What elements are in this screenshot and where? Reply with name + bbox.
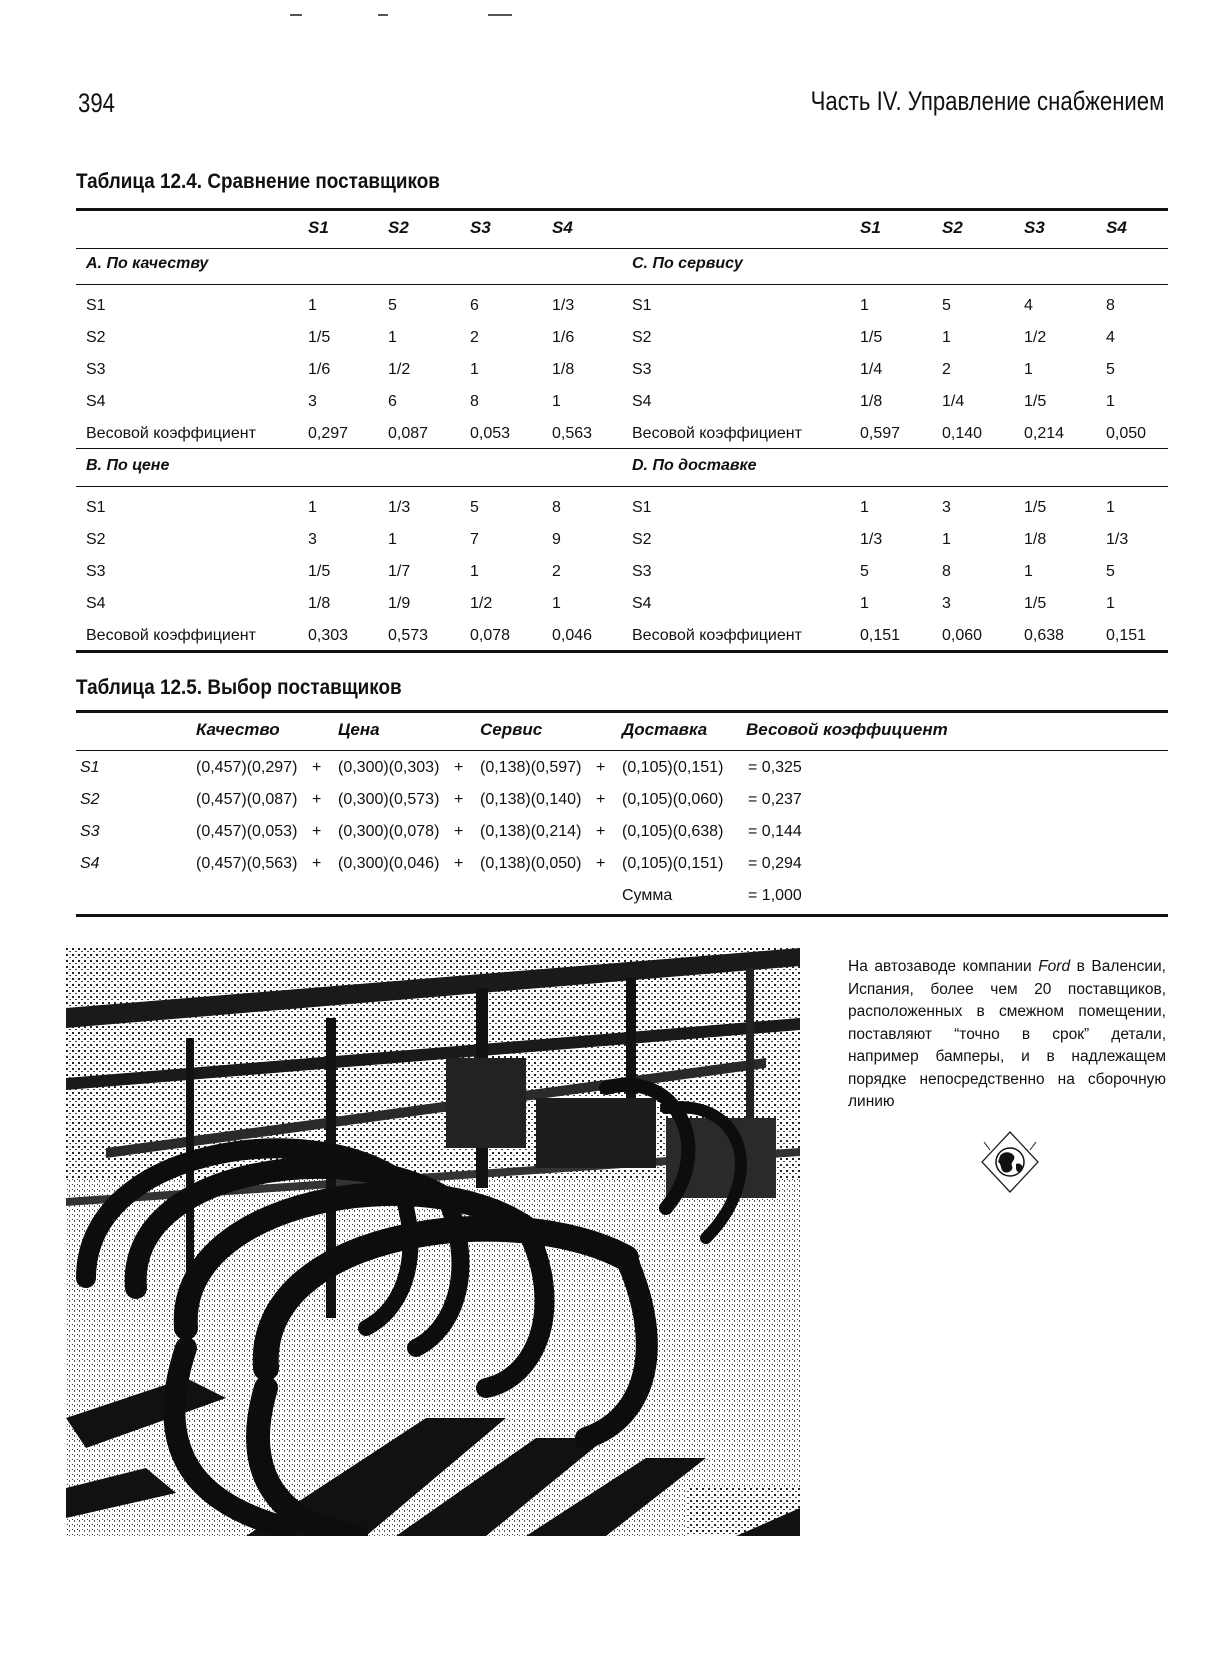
table-cell: 1/5: [1024, 499, 1047, 516]
table-cell: 1: [942, 531, 951, 548]
table-cell: 2: [552, 563, 561, 580]
table-cell: 1: [470, 361, 479, 378]
table-cell: 1/7: [388, 563, 411, 580]
table-cell: 1/8: [860, 393, 883, 410]
table-cell: 0,563: [552, 425, 593, 442]
table-cell: 1/5: [308, 329, 331, 346]
row-label: Весовой коэффициент: [86, 425, 256, 442]
table-cell: 1/5: [860, 329, 883, 346]
table-cell: 1/2: [388, 361, 411, 378]
table-cell: 8: [552, 499, 561, 516]
table-12-5-caption: Таблица 12.5. Выбор поставщиков: [76, 676, 402, 699]
formula-cell: (0,457)(0,563): [196, 855, 298, 872]
row-label: S1: [86, 297, 106, 314]
col-header: S2: [942, 218, 963, 237]
table-cell: 1/5: [308, 563, 331, 580]
row-label: S3: [632, 563, 652, 580]
col-header: S1: [308, 218, 329, 237]
factory-bumpers-photo: [66, 948, 800, 1536]
plus-sign: +: [596, 823, 606, 840]
formula-cell: (0,300)(0,573): [338, 791, 440, 808]
table-cell: 3: [942, 595, 951, 612]
table-cell: 1/5: [1024, 595, 1047, 612]
table-cell: 1/8: [1024, 531, 1047, 548]
table-cell: 1: [470, 563, 479, 580]
table-cell: 2: [470, 329, 479, 346]
col-header: S2: [388, 218, 409, 237]
plus-sign: +: [312, 759, 322, 776]
row-label: S1: [80, 759, 100, 776]
table-cell: 1: [1106, 499, 1115, 516]
formula-cell: (0,105)(0,151): [622, 759, 724, 776]
formula-cell: (0,105)(0,151): [622, 855, 724, 872]
formula-cell: (0,138)(0,140): [480, 791, 582, 808]
row-label: Весовой коэффициент: [632, 425, 802, 442]
sum-label: Сумма: [622, 887, 673, 904]
section-title: C. По сервису: [632, 255, 743, 272]
table-cell: 0,297: [308, 425, 349, 442]
table-cell: 1/3: [388, 499, 411, 516]
table-cell: 6: [470, 297, 479, 314]
row-label: S4: [80, 855, 100, 872]
sum-value: = 1,000: [748, 887, 802, 904]
plus-sign: +: [596, 759, 606, 776]
table-cell: 0,151: [1106, 627, 1147, 644]
table-cell: 0,078: [470, 627, 511, 644]
formula-cell: (0,138)(0,214): [480, 823, 582, 840]
top-dash: [378, 14, 388, 16]
table-cell: 0,140: [942, 425, 983, 442]
col-header: S4: [1106, 218, 1127, 237]
table-cell: 1/8: [308, 595, 331, 612]
plus-sign: +: [312, 823, 322, 840]
row-label: S2: [632, 329, 652, 346]
table-cell: 5: [388, 297, 397, 314]
table-rule: [76, 650, 1168, 653]
table-cell: 0,151: [860, 627, 901, 644]
row-label: Весовой коэффициент: [632, 627, 802, 644]
running-head: Часть IV. Управление снабжением: [810, 86, 1164, 116]
formula-cell: (0,457)(0,053): [196, 823, 298, 840]
table-cell: 3: [942, 499, 951, 516]
table-cell: 5: [942, 297, 951, 314]
table-cell: 4: [1024, 297, 1033, 314]
table-cell: 2: [942, 361, 951, 378]
row-label: Весовой коэффициент: [86, 627, 256, 644]
table-cell: 1/4: [860, 361, 883, 378]
table-cell: 0,638: [1024, 627, 1065, 644]
table-cell: 0,050: [1106, 425, 1147, 442]
section-title: B. По цене: [86, 457, 170, 474]
plus-sign: +: [454, 791, 464, 808]
top-dash: [290, 14, 302, 16]
formula-cell: = 0,294: [748, 855, 802, 872]
table-rule: [76, 448, 1168, 449]
table-cell: 1: [860, 595, 869, 612]
plus-sign: +: [312, 855, 322, 872]
globe-icon: [980, 1130, 1040, 1194]
table-cell: 1/6: [308, 361, 331, 378]
formula-cell: (0,105)(0,060): [622, 791, 724, 808]
formula-cell: (0,300)(0,303): [338, 759, 440, 776]
table-cell: 0,214: [1024, 425, 1065, 442]
top-dash: [488, 14, 512, 16]
row-label: S1: [632, 499, 652, 516]
table-cell: 0,046: [552, 627, 593, 644]
table-cell: 0,303: [308, 627, 349, 644]
table-cell: 1: [860, 297, 869, 314]
table-rule: [76, 486, 1168, 487]
table-cell: 0,053: [470, 425, 511, 442]
row-label: S2: [632, 531, 652, 548]
plus-sign: +: [454, 759, 464, 776]
table-cell: 7: [470, 531, 479, 548]
col-header: S1: [860, 218, 881, 237]
formula-cell: (0,457)(0,297): [196, 759, 298, 776]
plus-sign: +: [454, 823, 464, 840]
formula-cell: (0,300)(0,078): [338, 823, 440, 840]
table-rule: [76, 248, 1168, 249]
table-cell: 6: [388, 393, 397, 410]
page-number: 394: [78, 88, 115, 118]
formula-cell: (0,457)(0,087): [196, 791, 298, 808]
table-cell: 3: [308, 531, 317, 548]
table-cell: 0,573: [388, 627, 429, 644]
table-cell: 1: [942, 329, 951, 346]
plus-sign: +: [312, 791, 322, 808]
table-cell: 1: [1024, 361, 1033, 378]
col-header: Цена: [338, 720, 380, 739]
col-header: Сервис: [480, 720, 543, 739]
table-rule: [76, 284, 1168, 285]
table-cell: 1: [1024, 563, 1033, 580]
table-cell: 1: [388, 531, 397, 548]
caption-text-start: На автозаводе компании: [848, 958, 1039, 975]
formula-cell: = 0,237: [748, 791, 802, 808]
table-cell: 1: [308, 499, 317, 516]
table-cell: 1: [1106, 393, 1115, 410]
table-cell: 0,597: [860, 425, 901, 442]
table-cell: 1/5: [1024, 393, 1047, 410]
row-label: S2: [80, 791, 100, 808]
formula-cell: = 0,325: [748, 759, 802, 776]
formula-cell: (0,105)(0,638): [622, 823, 724, 840]
table-rule: [76, 208, 1168, 211]
table-cell: 5: [860, 563, 869, 580]
row-label: S3: [86, 361, 106, 378]
col-header: S3: [470, 218, 491, 237]
table-rule: [76, 750, 1168, 751]
table-cell: 3: [308, 393, 317, 410]
table-cell: 1/9: [388, 595, 411, 612]
table-cell: 1: [388, 329, 397, 346]
photo-caption: [848, 956, 1166, 1114]
table-cell: 1: [860, 499, 869, 516]
row-label: S4: [632, 595, 652, 612]
table-cell: 1/4: [942, 393, 965, 410]
table-cell: 1: [552, 595, 561, 612]
table-cell: 0,060: [942, 627, 983, 644]
table-cell: 8: [1106, 297, 1115, 314]
col-header: S4: [552, 218, 573, 237]
col-header: Качество: [196, 720, 280, 739]
plus-sign: +: [596, 791, 606, 808]
table-rule: [76, 914, 1168, 917]
row-label: S3: [80, 823, 100, 840]
table-cell: 5: [1106, 361, 1115, 378]
col-header: Доставка: [622, 720, 708, 739]
row-label: S3: [86, 563, 106, 580]
table-cell: 1/3: [552, 297, 575, 314]
col-header: S3: [1024, 218, 1045, 237]
table-cell: 5: [470, 499, 479, 516]
formula-cell: = 0,144: [748, 823, 802, 840]
table-cell: 1/3: [1106, 531, 1129, 548]
table-cell: 5: [1106, 563, 1115, 580]
row-label: S4: [632, 393, 652, 410]
table-cell: 1: [1106, 595, 1115, 612]
caption-brand: Ford: [1038, 958, 1071, 975]
col-header: Весовой коэффициент: [746, 720, 948, 739]
row-label: S2: [86, 329, 106, 346]
table-cell: 1/2: [470, 595, 493, 612]
table-cell: 1/2: [1024, 329, 1047, 346]
formula-cell: (0,138)(0,050): [480, 855, 582, 872]
section-title: D. По доставке: [632, 457, 757, 474]
table-rule: [76, 710, 1168, 713]
table-cell: 1/8: [552, 361, 575, 378]
row-label: S4: [86, 595, 106, 612]
table-cell: 8: [942, 563, 951, 580]
table-cell: 1: [552, 393, 561, 410]
plus-sign: +: [596, 855, 606, 872]
table-cell: 4: [1106, 329, 1115, 346]
table-cell: 1/6: [552, 329, 575, 346]
row-label: S1: [86, 499, 106, 516]
plus-sign: +: [454, 855, 464, 872]
formula-cell: (0,138)(0,597): [480, 759, 582, 776]
row-label: S2: [86, 531, 106, 548]
table-cell: 0,087: [388, 425, 429, 442]
table-12-4-caption: Таблица 12.4. Сравнение поставщиков: [76, 170, 440, 193]
row-label: S4: [86, 393, 106, 410]
table-cell: 1/3: [860, 531, 883, 548]
table-cell: 8: [470, 393, 479, 410]
caption-text-end: в Валенсии, Испания, более чем 20 поставщиков, расположенных в смежном помещении, поставляют “точно в срок” детали, например бамперы, и в надлежащем порядке непосредственно на сборочную линию: [848, 958, 1166, 1110]
row-label: S1: [632, 297, 652, 314]
formula-cell: (0,300)(0,046): [338, 855, 440, 872]
row-label: S3: [632, 361, 652, 378]
table-cell: 9: [552, 531, 561, 548]
table-cell: 1: [308, 297, 317, 314]
section-title: A. По качеству: [86, 255, 209, 272]
